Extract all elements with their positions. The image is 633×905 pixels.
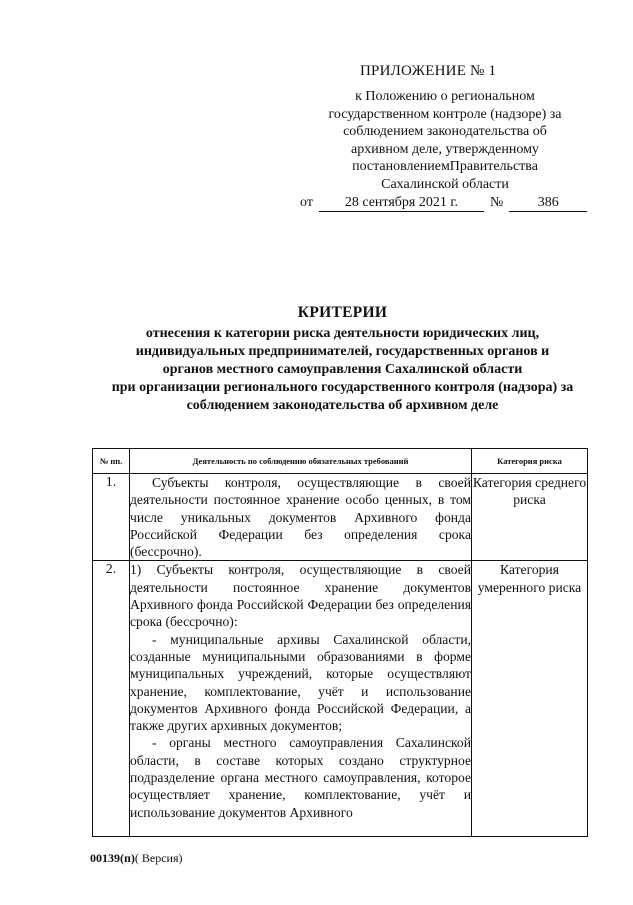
criteria-subtitle-line: соблюдением законодательства об архивном деле bbox=[186, 398, 499, 413]
appendix-line: Сахалинской области bbox=[381, 176, 509, 192]
activity-paragraph: 1) Субъекты контроля, осуществляющие в своей деятельности постоянное хранение документов Архивного фонда Российской Федерации без определения срока (бессрочно): bbox=[130, 562, 471, 630]
header-activity: Деятельность по соблюдению обязательных требований bbox=[130, 449, 472, 474]
table-row bbox=[93, 474, 588, 561]
document-version: ( Версия) bbox=[134, 851, 183, 865]
row-number: 1. bbox=[93, 474, 130, 561]
header-category: Категория риска bbox=[472, 449, 588, 474]
appendix-line: постановлениемПравительства bbox=[352, 159, 538, 174]
appendix-line: государственном контроле (надзоре) за bbox=[328, 106, 562, 122]
document-number: 386 bbox=[509, 195, 587, 212]
criteria-subtitle-line: органов местного самоуправления Сахалинской области bbox=[162, 362, 523, 377]
header-num: № пп. bbox=[93, 449, 130, 474]
appendix-block bbox=[300, 62, 590, 212]
table-header-row bbox=[93, 449, 588, 474]
criteria-heading bbox=[60, 303, 625, 415]
criteria-title: КРИТЕРИИ bbox=[297, 304, 388, 321]
document-date-line bbox=[300, 194, 590, 212]
row-category: Категория среднего риска bbox=[472, 474, 588, 561]
appendix-line: архивном деле, утвержденному bbox=[351, 141, 539, 157]
criteria-subtitle-line: индивидуальных предпринимателей, государственных органов и bbox=[135, 344, 550, 359]
activity-paragraph: Субъекты контроля, осуществляющие в своей деятельности постоянное хранение особо ценных, в том числе уникальных документов Архивного фонда Российской Федерации без определения срока (бессрочно). bbox=[130, 475, 471, 560]
criteria-table bbox=[92, 448, 588, 837]
appendix-title: ПРИЛОЖЕНИЕ № 1 bbox=[360, 63, 497, 79]
appendix-line: соблюдением законодательства об bbox=[343, 124, 547, 139]
date-prefix: от bbox=[300, 195, 313, 210]
criteria-subtitle-line: отнесения к категории риска деятельности юридических лиц, bbox=[145, 326, 540, 341]
document-date: 28 сентября 2021 г. bbox=[319, 195, 484, 212]
activity-paragraph: - органы местного самоуправления Сахалинской области, в составе которых создано структурное подразделение органа местного самоуправления, которое осуществляет хранение, комплектование, учёт и использование документов Архивного bbox=[130, 735, 471, 820]
number-sign: № bbox=[489, 195, 504, 210]
document-code: 00139(п) bbox=[90, 851, 135, 865]
criteria-subtitle bbox=[60, 325, 625, 415]
row-activity bbox=[130, 474, 472, 561]
row-activity bbox=[130, 561, 472, 837]
row-number: 2. bbox=[93, 561, 130, 837]
document-footer bbox=[90, 851, 183, 865]
row-category: Категория умеренного риска bbox=[472, 561, 588, 837]
table-row bbox=[93, 561, 588, 837]
criteria-subtitle-line: при организации регионального государственного контроля (надзора) за bbox=[111, 380, 574, 395]
activity-paragraph: - муниципальные архивы Сахалинской области, созданные муниципальными образованиями в форме муниципальных учреждений, которые осуществляют хранение, комплектование, учёт и использование документов Архивного фонда Российской Федерации, а также других архивных документов; bbox=[130, 631, 471, 734]
appendix-subtitle bbox=[300, 88, 590, 193]
appendix-line: к Положению о региональном bbox=[355, 89, 535, 104]
